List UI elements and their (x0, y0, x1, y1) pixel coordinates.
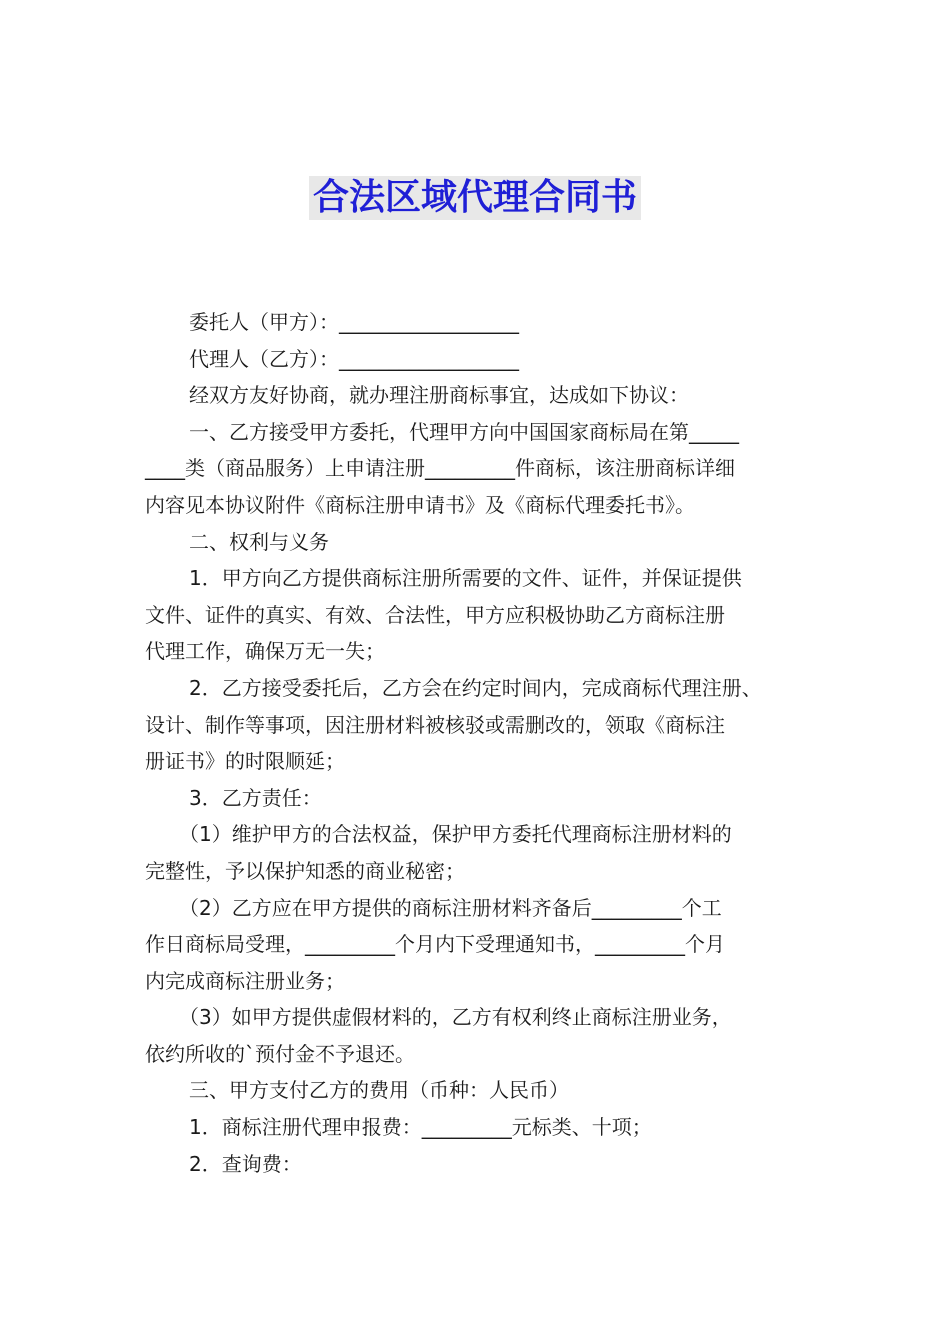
section-heading: 二、权利与义务 (189, 529, 329, 554)
document-body (145, 304, 810, 1182)
title-container (0, 176, 950, 220)
paragraph-line: 作日商标局受理，_________个月内下受理通知书，_________个月 (145, 932, 725, 957)
paragraph-line: 完整性，予以保护知悉的商业秘密； (145, 858, 465, 883)
paragraph-line: 设计、制作等事项，因注册材料被核驳或需删改的，领取《商标注 (145, 712, 725, 737)
paragraph-line: 3．乙方责任： (189, 785, 322, 810)
paragraph-line: ____类（商品服务）上申请注册_________件商标，该注册商标详细 (145, 456, 735, 481)
paragraph-line: 2．乙方接受委托后，乙方会在约定时间内，完成商标代理注册、 (189, 675, 762, 700)
section-heading: 三、甲方支付乙方的费用（币种：人民币） (189, 1078, 569, 1103)
paragraph-line: （1）维护甲方的合法权益，保护甲方委托代理商标注册材料的 (179, 822, 732, 847)
paragraph-line: 2．查询费： (189, 1151, 302, 1176)
paragraph-line: 一、乙方接受甲方委托，代理甲方向中国国家商标局在第_____ (189, 419, 739, 444)
paragraph-line: （2）乙方应在甲方提供的商标注册材料齐备后_________个工 (179, 895, 722, 920)
paragraph-line: 文件、证件的真实、有效、合法性，甲方应积极协助乙方商标注册 (145, 602, 725, 627)
paragraph-line: 内容见本协议附件《商标注册申请书》及《商标代理委托书》。 (145, 492, 695, 517)
paragraph-line: 代理人（乙方）：__________________ (189, 346, 519, 371)
paragraph-line: 经双方友好协商，就办理注册商标事宜，达成如下协议： (189, 383, 689, 408)
paragraph-line: 代理工作，确保万无一失； (145, 639, 385, 664)
paragraph-line: 1．商标注册代理申报费：_________元标类、十项； (189, 1115, 652, 1140)
paragraph-line: 内完成商标注册业务； (145, 968, 345, 993)
paragraph-line: 册证书》的时限顺延； (145, 749, 345, 774)
paragraph-line: 1．甲方向乙方提供商标注册所需要的文件、证件，并保证提供 (189, 566, 742, 591)
paragraph-line: 依约所收的`预付金不予退还。 (145, 1041, 415, 1066)
document-title: 合法区域代理合同书 (309, 176, 641, 220)
paragraph-line: （3）如甲方提供虚假材料的，乙方有权利终止商标注册业务， (179, 1005, 732, 1030)
paragraph-line: 委托人（甲方）：__________________ (189, 310, 519, 334)
